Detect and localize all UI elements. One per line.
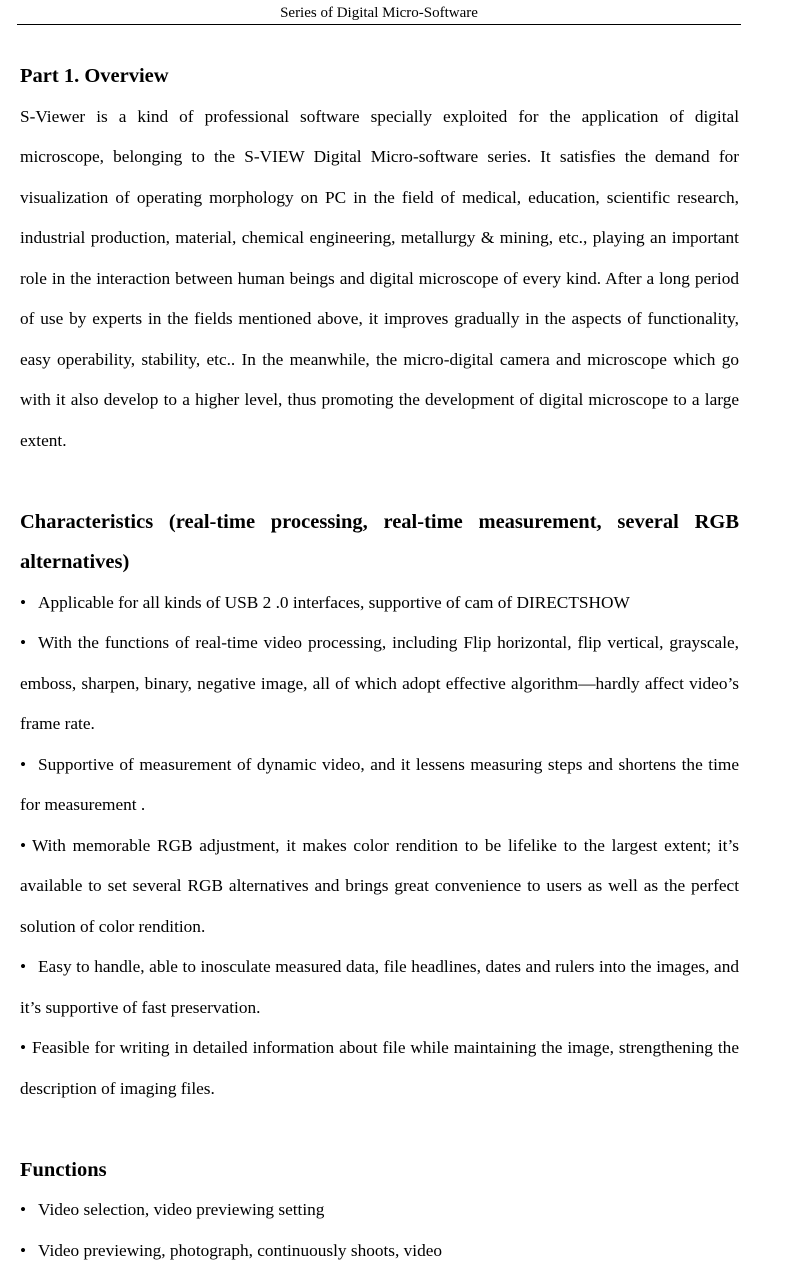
bullet-icon: • (20, 1028, 32, 1069)
running-header: Series of Digital Micro-Software (17, 4, 741, 25)
functions-item (20, 1231, 739, 1271)
characteristics-item-text: With the functions of real-time video processing, including Flip horizontal, flip vertical, grayscale, emboss, sharpen, binary, negative image, all of which adopt effective algorithm—hardly affect video’s frame rate. (20, 633, 739, 733)
functions-item (20, 1190, 739, 1231)
overview-heading: Part 1. Overview (20, 56, 739, 97)
characteristics-item-text: Feasible for writing in detailed information about file while maintaining the image, strengthening the description of imaging files. (20, 1038, 739, 1098)
characteristics-item (20, 583, 739, 624)
overview-paragraph: S-Viewer is a kind of professional software specially exploited for the application of digital microscope, belonging to the S-VIEW Digital Micro-software series. It satisfies the demand for visualization of operating morphology on PC in the field of medical, education, scientific research, industrial production, material, chemical engineering, metallurgy & mining, etc., playing an important role in the interaction between human beings and digital microscope of every kind. After a long period of use by experts in the fields mentioned above, it improves gradually in the aspects of functionality, easy operability, stability, etc.. In the meanwhile, the micro-digital camera and microscope which go with it also develop to a higher level, thus promoting the development of digital microscope to a large extent. (20, 97, 739, 462)
characteristics-item-text: Supportive of measurement of dynamic video, and it lessens measuring steps and shortens the time for measurement . (20, 755, 739, 815)
page-content (20, 56, 739, 1271)
functions-item-text: Video previewing, photograph, continuously shoots, video (38, 1241, 442, 1260)
characteristics-item-text: Applicable for all kinds of USB 2 .0 interfaces, supportive of cam of DIRECTSHOW (38, 593, 630, 612)
functions-heading: Functions (20, 1150, 739, 1191)
bullet-icon: • (20, 1231, 38, 1271)
bullet-icon: • (20, 826, 32, 867)
characteristics-item (20, 947, 739, 1028)
section-spacer (20, 1109, 739, 1150)
characteristics-item-text: Easy to handle, able to inosculate measured data, file headlines, dates and rulers into the images, and it’s supportive of fast preservation. (20, 957, 739, 1017)
characteristics-item (20, 623, 739, 745)
characteristics-heading: Characteristics (real-time processing, real-time measurement, several RGB alternatives) (20, 502, 739, 583)
characteristics-item (20, 745, 739, 826)
characteristics-item-text: With memorable RGB adjustment, it makes color rendition to be lifelike to the largest extent; it’s available to set several RGB alternatives and brings great convenience to users as well as the perfect solution of color rendition. (20, 836, 739, 936)
bullet-icon: • (20, 947, 38, 988)
bullet-icon: • (20, 583, 38, 624)
bullet-icon: • (20, 745, 38, 786)
bullet-icon: • (20, 623, 38, 664)
characteristics-item (20, 1028, 739, 1109)
characteristics-item (20, 826, 739, 948)
functions-item-text: Video selection, video previewing setting (38, 1200, 324, 1219)
bullet-icon: • (20, 1190, 38, 1231)
section-spacer (20, 461, 739, 502)
